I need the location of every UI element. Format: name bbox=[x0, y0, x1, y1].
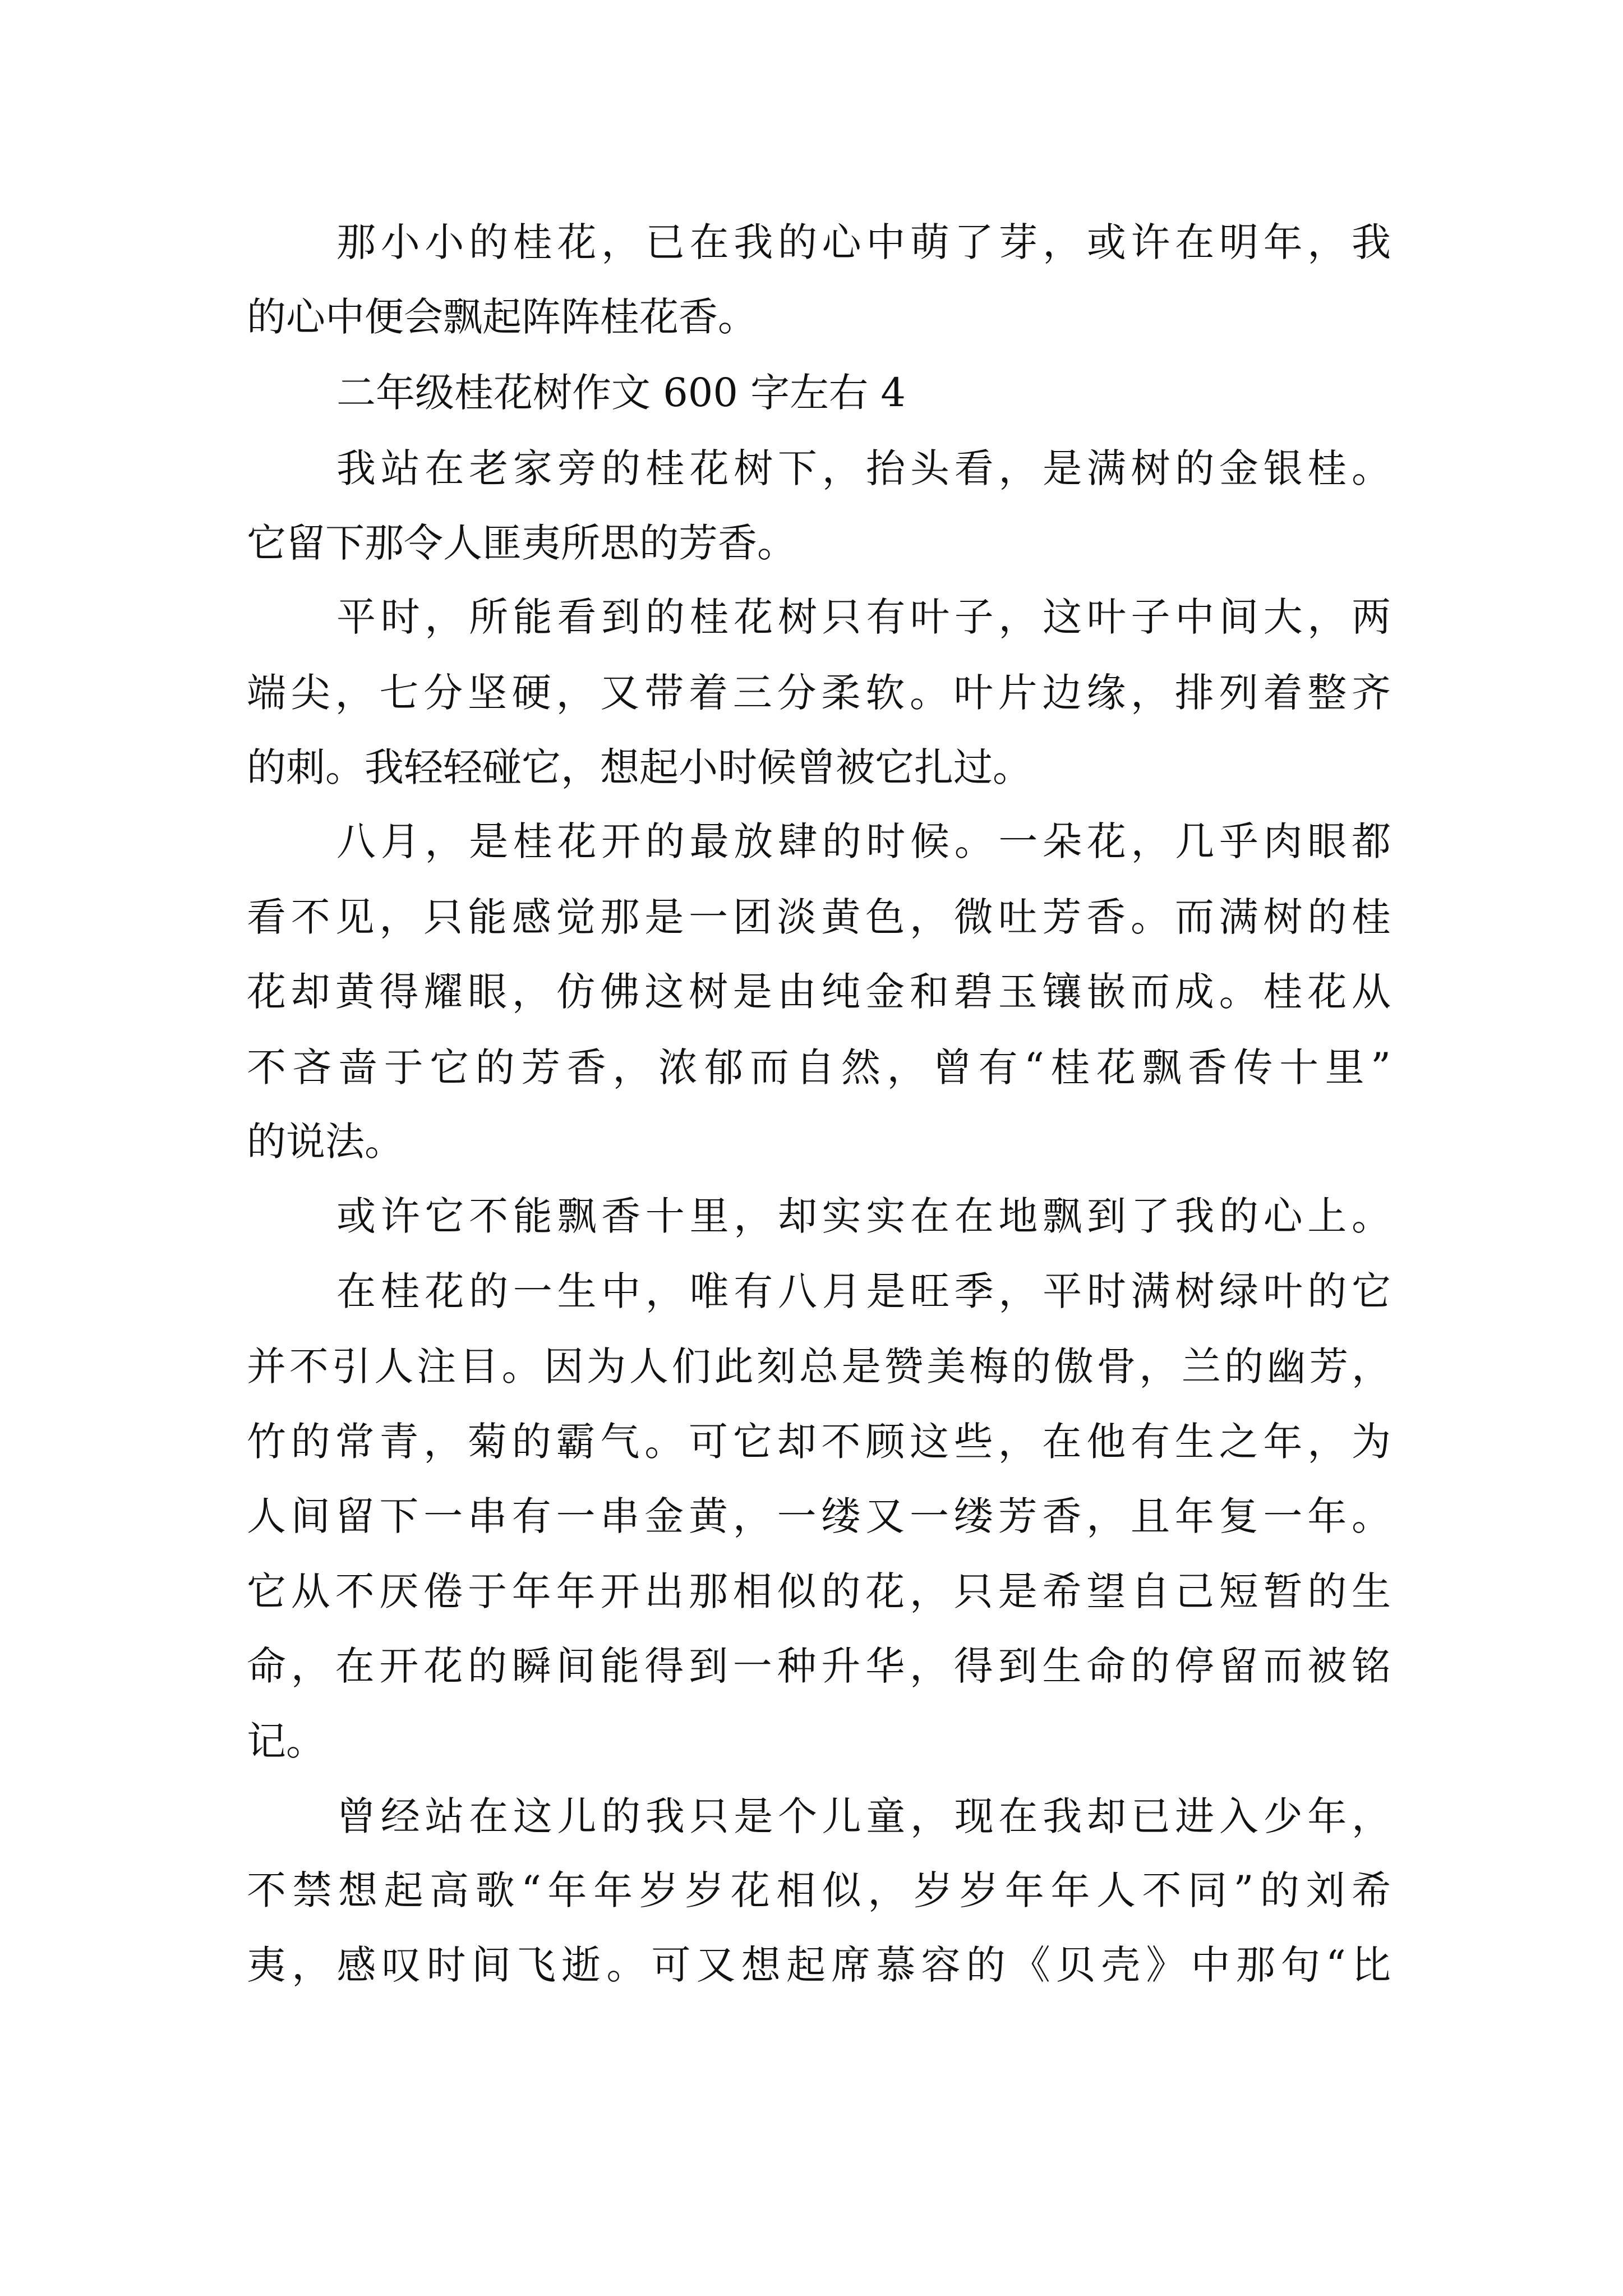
text-line: 竹的常青，菊的霸气。可它却不顾这些，在他有生之年，为 bbox=[247, 1419, 1391, 1465]
section-heading: 二年级桂花树作文 600 字左右 4 bbox=[336, 370, 906, 416]
text-line: 人间留下一串有一串金黄，一缕又一缕芳香，且年复一年。 bbox=[247, 1493, 1391, 1539]
text-line: 它留下那令人匪夷所思的芳香。 bbox=[247, 520, 796, 566]
text-line: 不禁想起高歌“年年岁岁花相似，岁岁年年人不同”的刘希 bbox=[247, 1867, 1391, 1913]
text-line: 记。 bbox=[247, 1718, 325, 1764]
text-line: 命，在开花的瞬间能得到一种升华，得到生命的停留而被铭 bbox=[247, 1643, 1391, 1689]
text-line: 的说法。 bbox=[247, 1119, 404, 1165]
text-line: 或许它不能飘香十里，却实实在在地飘到了我的心上。 bbox=[336, 1193, 1391, 1239]
text-line: 八月，是桂花开的最放肆的时候。一朵花，几乎肉眼都 bbox=[336, 818, 1391, 864]
text-line: 那小小的桂花，已在我的心中萌了芽，或许在明年，我 bbox=[336, 219, 1391, 265]
text-line: 夷，感叹时间飞逝。可又想起席慕容的《贝壳》中那句“比 bbox=[247, 1942, 1391, 1988]
text-line: 并不引人注目。因为人们此刻总是赞美梅的傲骨，兰的幽芳， bbox=[247, 1343, 1391, 1389]
text-line: 花却黄得耀眼，仿佛这树是由纯金和碧玉镶嵌而成。桂花从 bbox=[247, 969, 1391, 1015]
text-line: 在桂花的一生中，唯有八月是旺季，平时满树绿叶的它 bbox=[336, 1268, 1391, 1314]
text-line: 的刺。我轻轻碰它，想起小时候曾被它扎过。 bbox=[247, 744, 1032, 790]
text-line: 曾经站在这儿的我只是个儿童，现在我却已进入少年， bbox=[336, 1793, 1391, 1839]
text-line: 我站在老家旁的桂花树下，抬头看，是满树的金银桂。 bbox=[336, 445, 1391, 491]
text-line: 不吝啬于它的芳香，浓郁而自然，曾有“桂花飘香传十里” bbox=[247, 1045, 1391, 1091]
text-line: 端尖，七分坚硬，又带着三分柔软。叶片边缘，排列着整齐 bbox=[247, 670, 1391, 716]
text-line: 的心中便会飘起阵阵桂花香。 bbox=[247, 294, 757, 340]
text-line: 看不见，只能感觉那是一团淡黄色，微吐芳香。而满树的桂 bbox=[247, 894, 1391, 940]
text-line: 它从不厌倦于年年开出那相似的花，只是希望自己短暂的生 bbox=[247, 1568, 1391, 1614]
text-line: 平时，所能看到的桂花树只有叶子，这叶子中间大，两 bbox=[336, 594, 1391, 640]
